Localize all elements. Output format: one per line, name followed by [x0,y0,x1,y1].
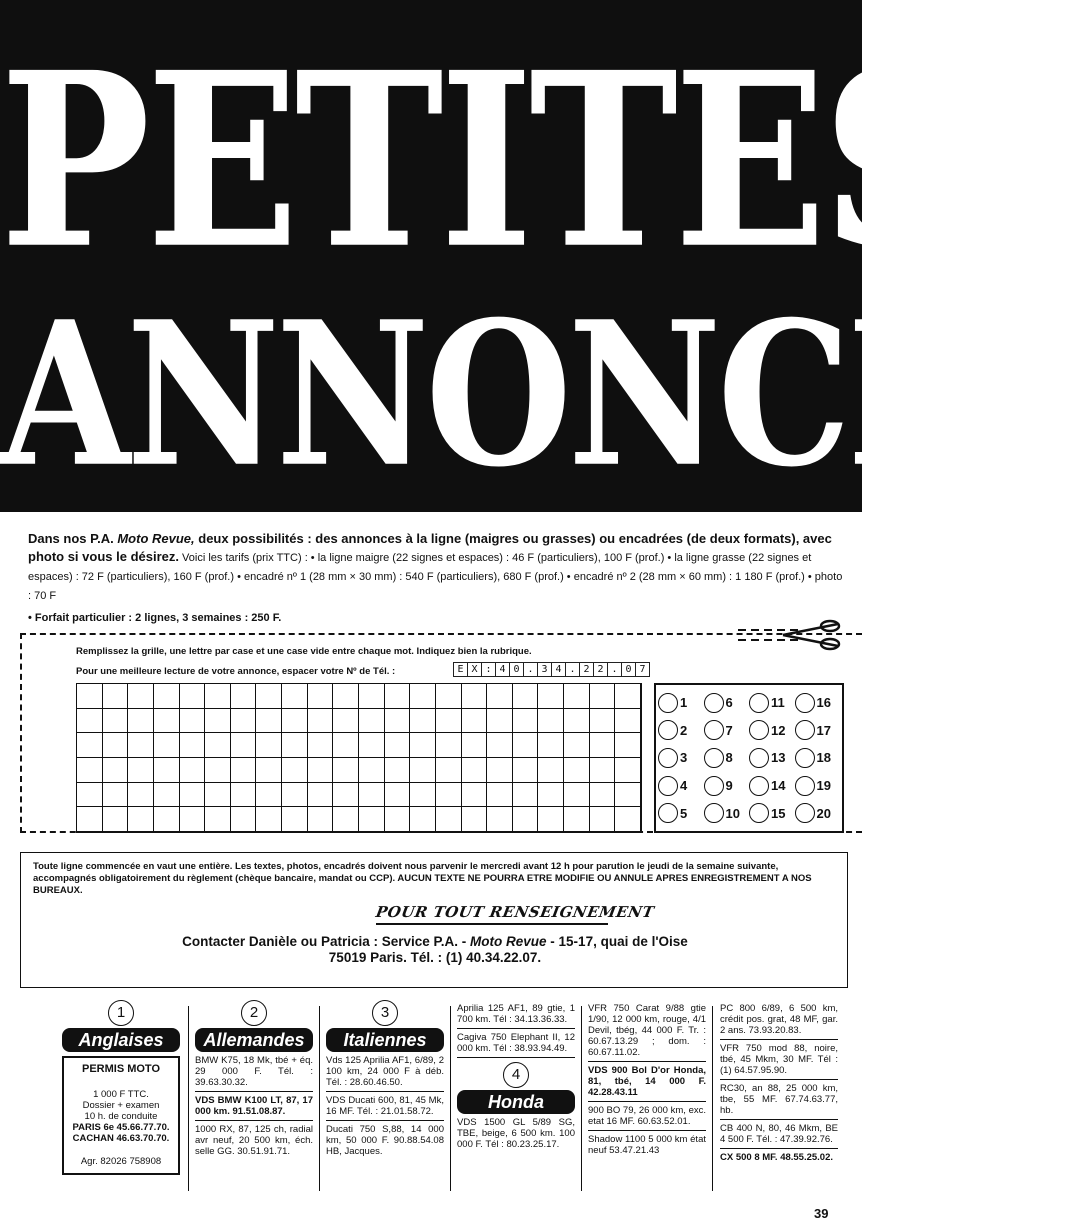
grid-cell[interactable] [359,709,385,734]
grid-cell[interactable] [538,684,564,709]
grid-cell[interactable] [538,709,564,734]
permis-line: Agr. 82026 758908 [80,1156,162,1167]
grid-cell[interactable] [410,807,436,832]
grid-cell[interactable] [256,709,282,734]
grid-cell[interactable] [436,783,462,808]
grid-cell[interactable] [513,807,539,832]
grid-cell[interactable] [103,783,129,808]
grid-cell[interactable] [436,709,462,734]
rubric-option[interactable] [795,689,841,717]
tarifs-text: Voici les tarifs (prix TTC) : • la ligne maigre (22 signes et espaces) : 46 F (particuliers), 100 F (prof.) • la ligne grasse (22 signes et espaces) : 72 F (particuliers), 160 F (prof.) • encadré nº 1 (28 mm × 30 mm) : 540 F (particuliers), 680 F (prof.) • encadré nº 2 (28 mm × 60 mm) : 1 180 F (prof.) • photo : 70 F [28,552,843,602]
grid-cell[interactable] [180,783,206,808]
grid-cell[interactable] [205,783,231,808]
grid-cell[interactable] [462,783,488,808]
permis-line: PARIS 6e 45.66.77.70. [72,1122,170,1133]
grid-cell[interactable] [333,807,359,832]
title-line-2: ANNONCES [0,277,1088,511]
grid-cell[interactable] [128,684,154,709]
grid-cell[interactable] [256,733,282,758]
contact-mag: Moto Revue [470,934,547,949]
intro-lead-a: Dans nos P.A. [28,531,118,546]
intro-paragraph [28,530,848,605]
grid-cell[interactable] [308,709,334,734]
grid-cell[interactable] [410,684,436,709]
grid-cell[interactable] [231,709,257,734]
grid-cell[interactable] [487,758,513,783]
letter-grid[interactable] [76,683,642,833]
grid-cell[interactable] [154,807,180,832]
grid-cell[interactable] [410,709,436,734]
rubric-checkbox[interactable] [795,803,815,823]
rubric-label: 18 [816,750,831,766]
grid-cell[interactable] [462,733,488,758]
order-coupon [20,633,862,833]
grid-cell[interactable] [308,758,334,783]
permis-line: 1 000 F TTC. [93,1089,149,1100]
rubric-option[interactable] [658,772,704,800]
grid-cell[interactable] [385,758,411,783]
rubric-label: 7 [725,722,733,738]
rubric-label: 12 [771,722,786,738]
permis-line: 10 h. de conduite [84,1111,158,1122]
coupon-instruction: Remplissez la grille, une lettre par case et une case vide entre chaque mot. Indiquez bien la rubrique. [76,646,532,657]
grid-cell[interactable] [333,783,359,808]
grid-cell[interactable] [513,783,539,808]
grid-cell[interactable] [154,709,180,734]
grid-cell[interactable] [77,733,103,758]
column-honda-1 [457,1000,575,1153]
grid-cell[interactable] [282,709,308,734]
column-allemandes [195,1000,313,1160]
rubric-checkbox[interactable] [749,748,769,768]
rubric-checkbox[interactable] [658,776,678,796]
rubric-checkbox[interactable] [658,748,678,768]
rubric-label: 6 [725,695,733,711]
rubric-option[interactable] [658,689,704,717]
rubric-option[interactable] [749,717,795,745]
grid-cell[interactable] [564,807,590,832]
tel-char: 2 [593,662,608,677]
rubric-checkbox[interactable] [658,720,678,740]
column-divider [450,1006,451,1191]
grid-cell[interactable] [564,758,590,783]
grid-cell[interactable] [385,684,411,709]
classified-ad: CX 500 8 MF. 48.55.25.02. [720,1152,834,1163]
rubric-label: 1 [680,695,688,711]
classified-ad: Ducati 750 S,88, 14 000 km, 50 000 F. 90.88.54.08 HB, Jacques. [326,1124,444,1157]
rubric-option[interactable] [749,799,795,827]
grid-cell[interactable] [590,684,616,709]
rubric-label: 8 [725,750,733,766]
script-underline [376,923,608,925]
grid-cell[interactable] [615,709,641,734]
grid-cell[interactable] [205,684,231,709]
grid-cell[interactable] [436,684,462,709]
grid-cell[interactable] [128,783,154,808]
grid-cell[interactable] [308,783,334,808]
grid-cell[interactable] [308,684,334,709]
rubric-option[interactable] [795,717,841,745]
rubric-checkbox[interactable] [658,693,678,713]
column-divider [319,1006,320,1191]
grid-cell[interactable] [77,684,103,709]
grid-cell[interactable] [282,783,308,808]
rubric-checkbox[interactable] [704,748,724,768]
grid-cell[interactable] [538,733,564,758]
grid-cell[interactable] [333,733,359,758]
grid-cell[interactable] [256,783,282,808]
rubric-option[interactable] [795,772,841,800]
grid-cell[interactable] [564,733,590,758]
grid-cell[interactable] [180,807,206,832]
rubric-checkbox[interactable] [795,748,815,768]
classified-ad: VDS Ducati 600, 81, 45 Mk, 16 MF. Tél. : 21.01.58.72. [326,1092,444,1121]
classified-ad: VDS BMW K100 LT, 87, 17 000 km. 91.51.08.87. [195,1092,313,1121]
permis-title: PERMIS MOTO [81,1063,161,1075]
rubric-option[interactable] [749,772,795,800]
grid-cell[interactable] [180,758,206,783]
grid-cell[interactable] [538,783,564,808]
grid-cell[interactable] [256,684,282,709]
tel-char: 4 [495,662,510,677]
tel-example [454,662,650,677]
grid-cell[interactable] [282,733,308,758]
intro-lead-b: deux possibilités : des annonces à la ligne (maigres ou grasses) ou encadrées (de deux formats), avec photo si vous le désirez. [28,531,832,564]
script-heading: POUR TOUT RENSEIGNEMENT [374,903,656,921]
grid-cell[interactable] [513,684,539,709]
classified-ad: PC 800 6/89, 6 500 km, crédit pos. grat, 48 MF, gar. 2 ans. 73.93.20.83. [720,1000,838,1040]
column-honda-2 [588,1000,706,1159]
tel-char: E [453,662,468,677]
rubric-checkbox[interactable] [795,720,815,740]
tel-char: 0 [621,662,636,677]
page-number: 39 [814,1206,829,1221]
classified-ad: Cagiva 750 Elephant II, 12 000 km. Tél : 38.93.94.49. [457,1029,575,1058]
grid-cell[interactable] [154,733,180,758]
grid-cell[interactable] [205,709,231,734]
rubric-option[interactable] [749,744,795,772]
grid-cell[interactable] [205,807,231,832]
rubric-label: 10 [725,805,740,821]
grid-cell[interactable] [282,684,308,709]
grid-cell[interactable] [385,733,411,758]
grid-cell[interactable] [487,783,513,808]
tel-char: 0 [509,662,524,677]
tel-char: . [565,662,580,677]
title-line-1: PETITES [0,20,963,303]
rubric-checkbox[interactable] [795,693,815,713]
grid-cell[interactable] [205,733,231,758]
classified-columns [54,1000,844,1192]
rubric-checkbox[interactable] [704,776,724,796]
forfait-text: • Forfait particulier : 2 lignes, 3 semaines : 250 F. [28,612,282,624]
grid-cell[interactable] [154,684,180,709]
contact-line-1 [21,933,849,950]
rubric-checkbox[interactable] [795,776,815,796]
grid-cell[interactable] [410,783,436,808]
grid-cell[interactable] [513,733,539,758]
tel-char: . [607,662,622,677]
grid-cell[interactable] [231,684,257,709]
rubric-option[interactable] [704,799,750,827]
grid-cell[interactable] [487,709,513,734]
grid-cell[interactable] [462,807,488,832]
rules-text: Toute ligne commencée en vaut une entière. Les textes, photos, encadrés doivent nous parvenir le mercredi avant 12 h pour parution le jeudi de la semaine suivante, accompagnés obligatoirement du règlement (chèque bancaire, mandat ou CCP). AUCUN TEXTE NE POURRA ETRE MODIFIE OU ANNULE APRES ENREGISTREMENT A NOS BUREAUX. [33,861,812,896]
grid-cell[interactable] [333,684,359,709]
grid-cell[interactable] [385,807,411,832]
tel-char: 3 [537,662,552,677]
grid-cell[interactable] [282,807,308,832]
rubric-checkbox[interactable] [749,693,769,713]
grid-cell[interactable] [256,807,282,832]
grid-cell[interactable] [154,758,180,783]
grid-cell[interactable] [590,733,616,758]
grid-cell[interactable] [231,733,257,758]
rubric-checkbox[interactable] [749,776,769,796]
rubric-checkbox[interactable] [658,803,678,823]
classified-ad: 1000 RX, 87, 125 ch, radial avr neuf, 20 500 km, éch. selle GG. 30.51.91.71. [195,1124,313,1157]
grid-cell[interactable] [308,733,334,758]
classified-ad: VFR 750 mod 88, noire, tbé, 45 Mkm, 30 MF. Tél : (1) 64.57.95.90. [720,1040,838,1080]
rubric-label: 5 [680,805,688,821]
grid-cell[interactable] [615,733,641,758]
grid-cell[interactable] [436,758,462,783]
grid-cell[interactable] [564,684,590,709]
column-italiennes [326,1000,444,1160]
classified-ad: VFR 750 Carat 9/88 gtie 1/90, 12 000 km, rouge, 4/1 Devil, tbég, 44 000 F. Tr. : 60.67.13.29 ; dom. : 60.67.11.02. [588,1000,706,1062]
tel-char: : [481,662,496,677]
rubric-label: 17 [816,722,831,738]
tel-char: 7 [635,662,650,677]
grid-cell[interactable] [256,758,282,783]
grid-cell[interactable] [128,758,154,783]
classified-ad: BMW K75, 18 Mk, tbé + éq. 29 000 F. Tél. : 39.63.30.32. [195,1052,313,1092]
rubric-option[interactable] [704,744,750,772]
grid-cell[interactable] [615,807,641,832]
grid-cell[interactable] [385,783,411,808]
magazine-name: Moto Revue, [117,531,195,546]
grid-cell[interactable] [615,758,641,783]
grid-cell[interactable] [359,758,385,783]
classified-ad: RC30, an 88, 25 000 km, tbe, 55 MF. 67.74.63.77, hb. [720,1080,838,1120]
grid-cell[interactable] [180,684,206,709]
rubric-number: 4 [503,1062,529,1088]
grid-cell[interactable] [77,783,103,808]
category-heading: Anglaises [62,1028,180,1052]
rubric-option[interactable] [658,799,704,827]
grid-cell[interactable] [282,758,308,783]
grid-cell[interactable] [359,783,385,808]
grid-cell[interactable] [180,733,206,758]
classified-ad: VDS 900 Bol D'or Honda, 81, tbé, 14 000 F. 42.28.43.11 [588,1062,706,1102]
grid-cell[interactable] [462,684,488,709]
permis-ad [62,1056,180,1175]
grid-cell[interactable] [385,709,411,734]
classified-ad: 900 BO 79, 26 000 km, exc. etat 16 MF. 60.63.52.01. [588,1102,706,1131]
grid-cell[interactable] [436,733,462,758]
intro-text [28,530,848,626]
rubric-checkbox[interactable] [704,693,724,713]
grid-cell[interactable] [487,684,513,709]
rubric-selector [654,683,844,833]
grid-cell[interactable] [410,733,436,758]
grid-cell[interactable] [77,758,103,783]
grid-cell[interactable] [462,758,488,783]
rubric-number: 2 [241,1000,267,1026]
rubric-number: 1 [108,1000,134,1026]
rubric-label: 13 [771,750,786,766]
rubric-option[interactable] [658,744,704,772]
rubric-label: 15 [771,805,786,821]
grid-cell[interactable] [231,783,257,808]
grid-cell[interactable] [128,709,154,734]
category-heading: Honda [457,1090,575,1114]
rubric-label: 11 [771,695,785,711]
grid-cell[interactable] [513,758,539,783]
rubric-option[interactable] [658,717,704,745]
grid-cell[interactable] [231,758,257,783]
grid-cell[interactable] [359,733,385,758]
grid-cell[interactable] [77,709,103,734]
grid-cell[interactable] [205,758,231,783]
grid-cell[interactable] [564,709,590,734]
grid-cell[interactable] [103,758,129,783]
tel-char: X [467,662,482,677]
grid-cell[interactable] [487,733,513,758]
category-heading: Italiennes [326,1028,444,1052]
tel-char: . [523,662,538,677]
permis-line: CACHAN 46.63.70.70. [72,1133,170,1144]
grid-cell[interactable] [128,733,154,758]
rubric-label: 2 [680,722,688,738]
grid-cell[interactable] [359,807,385,832]
tel-instruction: Pour une meilleure lecture de votre annonce, espacer votre Nº de Tél. : [76,666,396,677]
grid-cell[interactable] [590,783,616,808]
classified-ad: Shadow 1100 5 000 km état neuf 53.47.21.43 [588,1134,706,1156]
rubric-option[interactable] [704,717,750,745]
rubric-option[interactable] [704,772,750,800]
column-divider [712,1006,713,1191]
rubric-checkbox[interactable] [704,803,724,823]
grid-cell[interactable] [462,709,488,734]
grid-cell[interactable] [231,807,257,832]
rubric-label: 4 [680,778,688,794]
grid-cell[interactable] [103,733,129,758]
column-divider [188,1006,189,1191]
rubric-checkbox[interactable] [749,720,769,740]
grid-cell[interactable] [103,709,129,734]
grid-cell[interactable] [538,807,564,832]
grid-cell[interactable] [77,807,103,832]
grid-cell[interactable] [103,684,129,709]
column-divider [581,1006,582,1191]
column-anglaises [62,1000,180,1175]
contact-b: - 15-17, quai de l'Oise [546,934,688,949]
column-honda-3 [720,1000,838,1166]
classified-ad: Vds 125 Aprilia AF1, 6/89, 2 100 km, 24 000 F à déb. Tél. : 28.60.46.50. [326,1052,444,1092]
grid-cell[interactable] [590,807,616,832]
title-banner [0,0,1088,512]
rubric-label: 19 [816,778,831,794]
grid-cell[interactable] [180,709,206,734]
grid-cell[interactable] [103,807,129,832]
grid-cell[interactable] [487,807,513,832]
classified-ad: CB 400 N, 80, 46 Mkm, BE 4 500 F. Tél. : 47.39.92.76. [720,1120,838,1149]
grid-cell[interactable] [410,758,436,783]
category-heading: Allemandes [195,1028,313,1052]
grid-cell[interactable] [590,758,616,783]
rubric-label: 16 [816,695,831,711]
contact-a: Contacter Danièle ou Patricia : Service P.A. - [182,934,471,949]
info-box [20,852,848,988]
rubric-option[interactable] [795,799,841,827]
grid-cell[interactable] [154,783,180,808]
grid-cell[interactable] [308,807,334,832]
rubric-option[interactable] [749,689,795,717]
rubric-checkbox[interactable] [704,720,724,740]
rubric-label: 9 [725,778,733,794]
grid-cell[interactable] [513,709,539,734]
permis-line: Dossier + examen [82,1100,160,1111]
grid-cell[interactable] [615,684,641,709]
tel-char: 2 [579,662,594,677]
rubric-number: 3 [372,1000,398,1026]
grid-cell[interactable] [615,783,641,808]
rubric-option[interactable] [795,744,841,772]
grid-cell[interactable] [359,684,385,709]
classified-ad: Aprilia 125 AF1, 89 gtie, 1 700 km. Tél : 34.13.36.33. [457,1000,575,1029]
classified-ad: VDS 1500 GL 5/89 SG, TBE, beige, 6 500 km. 100 000 F. Tél : 80.23.25.17. [457,1117,575,1150]
grid-cell[interactable] [538,758,564,783]
grid-cell[interactable] [128,807,154,832]
tel-char: 4 [551,662,566,677]
grid-cell[interactable] [564,783,590,808]
rubric-option[interactable] [704,689,750,717]
rubric-label: 20 [816,805,831,821]
rubric-label: 3 [680,750,688,766]
grid-cell[interactable] [436,807,462,832]
grid-cell[interactable] [333,758,359,783]
grid-cell[interactable] [333,709,359,734]
rubric-checkbox[interactable] [749,803,769,823]
rubric-label: 14 [771,778,786,794]
contact-line-2: 75019 Paris. Tél. : (1) 40.34.22.07. [328,950,542,965]
grid-cell[interactable] [590,709,616,734]
